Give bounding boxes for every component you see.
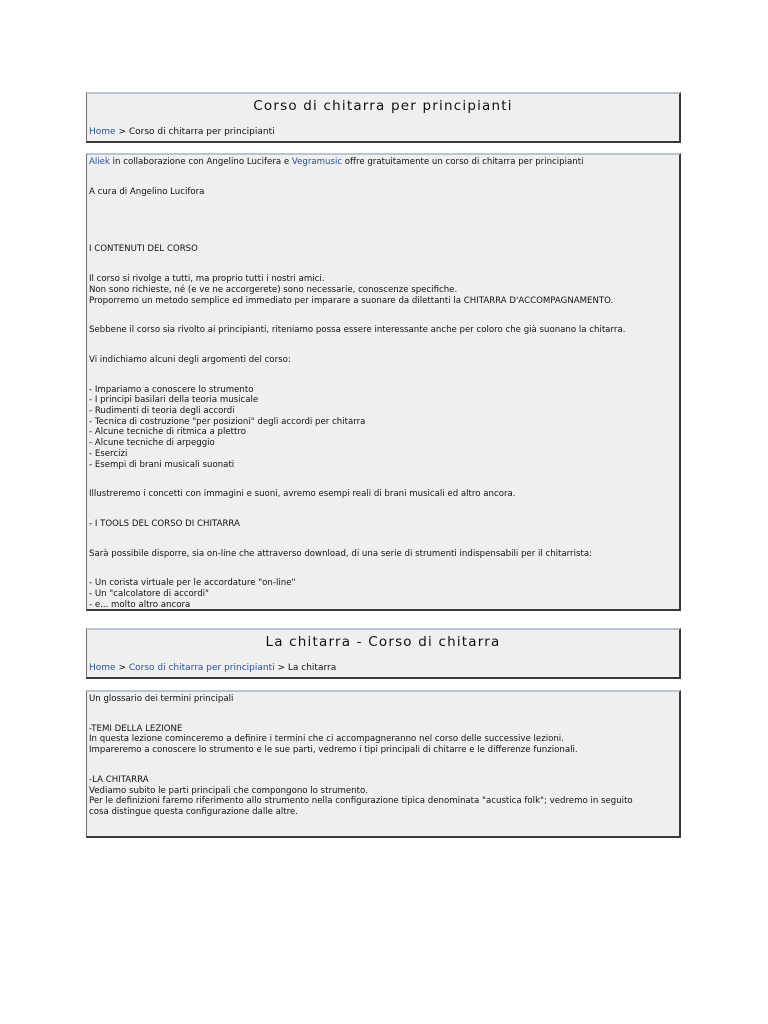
section1-breadcrumb [89,127,275,138]
aliek-link[interactable]: Aliek [89,157,110,167]
list-item: - Esercizi [89,448,128,459]
topics-list [89,385,677,471]
tools-list [89,578,677,610]
breadcrumb-separator: > [115,127,129,137]
para1-line2: Non sono richieste, né (e ve ne accorgerete) sono necessarie, conoscenze specifiche. [89,284,458,295]
list-item: - Esempi di brani musicali suonati [89,459,235,470]
list-item: - Rudimenti di teoria degli accordi [89,406,235,417]
para2: Sebbene il corso sia rivolto ai principianti, riteniamo possa essere interessante anche per coloro che già suonano la chitarra. [89,325,626,336]
intro-paragraph [89,157,677,168]
list-item: - e... molto altro ancora [89,599,191,610]
para1-line3: Proporremo un metodo semplice ed immediato per imparare a suonare da dilettanti la CHITARRA D'ACCOMPAGNAMENTO. [89,295,614,306]
section2-body [86,690,681,838]
temi-line1: In questa lezione cominceremo a definire i termini che ci accompagneranno nel corso delle successive lezioni. [89,734,564,745]
breadcrumb-home-link[interactable]: Home [89,127,116,137]
chitarra-line1: Vediamo subito le parti principali che compongono lo strumento. [89,785,368,796]
temi-line2: Impareremo a conoscere lo strumento e le sue parti, vedremo i tipi principali di chitarre e le differenze funzionali. [89,745,578,756]
intro-text-2: offre gratuitamente un corso di chitarra per principianti [342,157,584,167]
para4: Illustreremo i concetti con immagini e suoni, avremo esempi reali di brani musicali ed altro ancora. [89,489,516,500]
section2-breadcrumb [89,663,336,674]
list-item: - Un "calcolatore di accordi" [89,589,209,600]
list-item: - Alcune tecniche di ritmica a plettro [89,427,246,438]
para5: Sarà possibile disporre, sia on-line che attraverso download, di una serie di strumenti indispensabili per il chitarrista: [89,548,592,559]
list-item: - Un corista virtuale per le accordature "on-line" [89,578,296,589]
breadcrumb-separator: > [274,663,288,673]
curator-text: A cura di Angelino Lucifora [89,186,205,197]
section1-title: Corso di chitarra per principianti [253,98,513,114]
section1-body [86,153,681,611]
breadcrumb-parent-link[interactable]: Corso di chitarra per principianti [128,663,275,673]
chitarra-line2: Per le definizioni faremo riferimento allo strumento nella configurazione tipica denominata "acustica folk"; vedremo in seguito [89,796,633,807]
list-item: - I principi basilari della teoria musicale [89,395,259,406]
para3: Vi indichiamo alcuni degli argomenti del corso: [89,354,291,365]
list-item: - Impariamo a conoscere lo strumento [89,384,254,395]
list-item: - Tecnica di costruzione "per posizioni" degli accordi per chitarra [89,416,366,427]
intro-text-1: in collaborazione con Angelino Lucifera e [109,157,292,167]
tools-heading: - I TOOLS DEL CORSO DI CHITARRA [89,518,240,529]
breadcrumb-home-link[interactable]: Home [89,663,116,673]
temi-heading: -TEMI DELLA LEZIONE [89,723,183,734]
section1-header [86,92,681,143]
breadcrumb-current: Corso di chitarra per principianti [128,127,275,137]
section2-header [86,628,681,679]
breadcrumb-separator: > [115,663,129,673]
contents-heading: I CONTENUTI DEL CORSO [89,244,198,255]
glossary-text: Un glossario dei termini principali [89,694,234,704]
section2-title: La chitarra - Corso di chitarra [265,634,501,650]
chitarra-heading: -LA CHITARRA [89,774,149,785]
vegramusic-link[interactable]: Vegramusic [291,157,343,167]
breadcrumb-current: La chitarra [287,663,337,673]
chitarra-line3: cosa distingue questa configurazione dalle altre. [89,806,299,817]
para1-line1: Il corso si rivolge a tutti, ma proprio tutti i nostri amici. [89,274,325,285]
list-item: - Alcune tecniche di arpeggio [89,438,215,449]
